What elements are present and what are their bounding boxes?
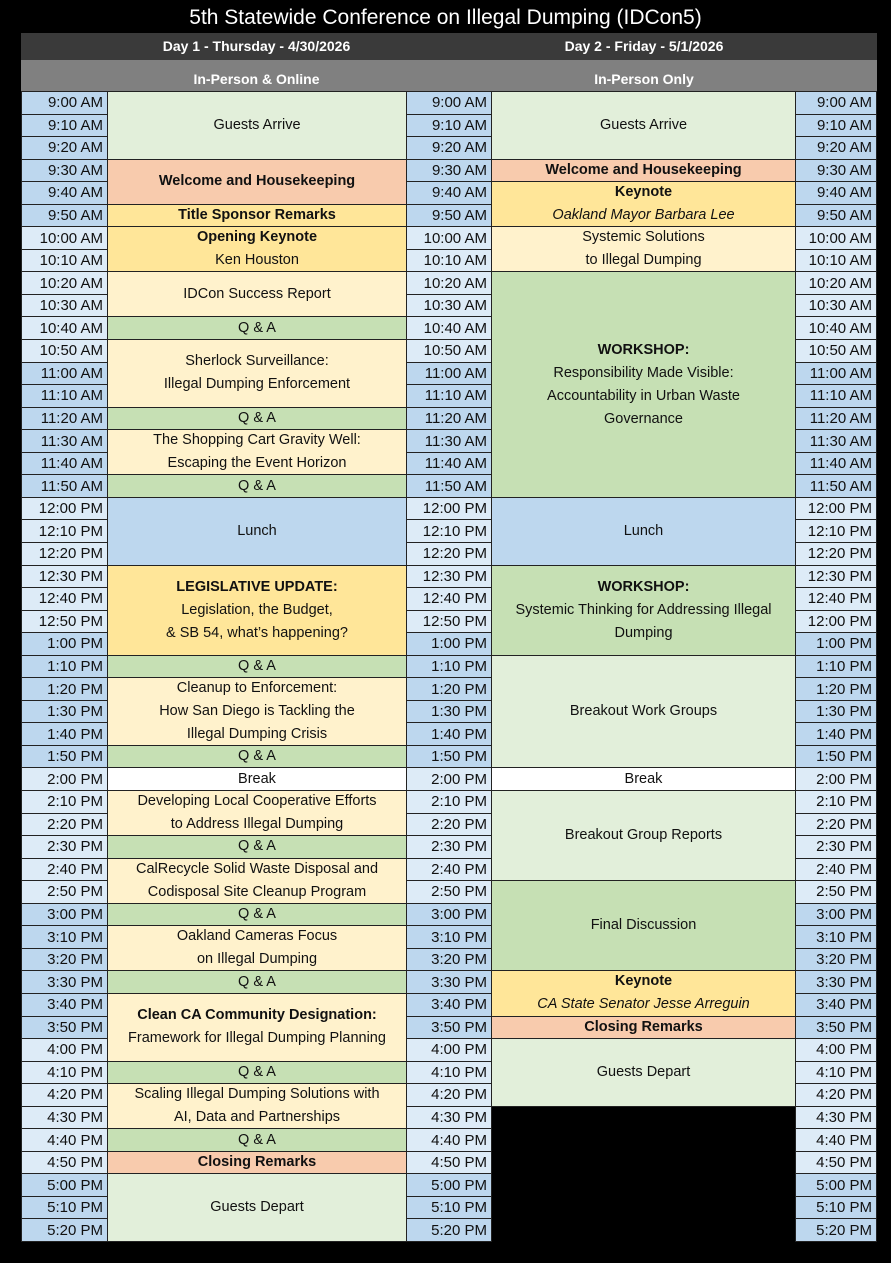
session-text: Ken Houston [215, 252, 299, 269]
session-text: CalRecycle Solid Waste Disposal and [135, 860, 379, 877]
session-text: Developing Local Cooperative Efforts [137, 793, 377, 810]
session-text: Responsibility Made Visible: [553, 364, 734, 381]
time-slot: 4:00 PM [795, 1038, 877, 1062]
day2-session [491, 91, 796, 160]
time-slot: 4:10 PM [21, 1061, 108, 1085]
day1-session [107, 1061, 407, 1085]
time-slot: 3:20 PM [21, 948, 108, 972]
time-slot: 3:30 PM [795, 970, 877, 994]
time-slot: 5:00 PM [795, 1173, 877, 1197]
time-slot: 11:30 AM [795, 429, 877, 453]
session-text: Framework for Illegal Dumping Planning [128, 1030, 386, 1047]
session-text: Keynote [614, 184, 673, 201]
session-text: Guests Arrive [213, 116, 301, 133]
session-text: Final Discussion [590, 917, 697, 934]
time-slot: 10:50 AM [406, 339, 492, 363]
time-slot: 4:50 PM [406, 1151, 492, 1175]
session-text: WORKSHOP: [597, 341, 690, 358]
time-slot: 10:50 AM [795, 339, 877, 363]
time-slot: 9:10 AM [21, 114, 108, 138]
day1-session [107, 497, 407, 566]
time-slot: 3:40 PM [795, 993, 877, 1017]
time-slot: 4:00 PM [21, 1038, 108, 1062]
time-slot: 3:50 PM [406, 1016, 492, 1040]
time-slot: 1:30 PM [21, 700, 108, 724]
time-slot: 11:30 AM [406, 429, 492, 453]
time-slot: 3:30 PM [406, 970, 492, 994]
time-slot: 1:40 PM [406, 722, 492, 746]
time-slot: 4:20 PM [795, 1083, 877, 1107]
day1-session [107, 271, 407, 317]
day1-session [107, 316, 407, 340]
time-slot: 12:40 PM [406, 587, 492, 611]
day2-session [491, 655, 796, 769]
time-slot: 4:50 PM [795, 1151, 877, 1175]
time-slot: 12:30 PM [406, 565, 492, 589]
time-slot: 9:10 AM [795, 114, 877, 138]
session-text: Q & A [238, 973, 276, 990]
time-slot: 2:50 PM [21, 880, 108, 904]
time-slot: 12:50 PM [21, 610, 108, 634]
time-slot: 12:20 PM [21, 542, 108, 566]
session-text: Guests Depart [596, 1063, 691, 1080]
day1-session [107, 970, 407, 994]
day2-session [491, 880, 796, 971]
schedule-grid [21, 91, 877, 1241]
time-slot: 3:40 PM [21, 993, 108, 1017]
time-slot: 5:20 PM [406, 1218, 492, 1242]
time-slot: 1:50 PM [795, 745, 877, 769]
time-slot: 2:40 PM [21, 858, 108, 882]
time-slot: 9:30 AM [21, 159, 108, 183]
time-slot: 2:10 PM [21, 790, 108, 814]
time-slot: 1:20 PM [406, 677, 492, 701]
time-slot: 1:30 PM [406, 700, 492, 724]
day1-session [107, 1128, 407, 1152]
session-text: Welcome and Housekeeping [545, 161, 742, 178]
time-slot: 4:40 PM [795, 1128, 877, 1152]
time-slot: 10:40 AM [795, 316, 877, 340]
day1-header: Day 1 - Thursday - 4/30/2026 [162, 38, 351, 54]
day2-session [491, 767, 796, 791]
time-slot: 1:10 PM [406, 655, 492, 679]
time-slot: 10:40 AM [21, 316, 108, 340]
day2-session [491, 1038, 796, 1107]
session-text: AI, Data and Partnerships [173, 1109, 341, 1126]
session-text: The Shopping Cart Gravity Well: [153, 432, 361, 449]
day1-session [107, 565, 407, 656]
time-slot: 5:10 PM [21, 1196, 108, 1220]
session-text: Guests Depart [210, 1199, 304, 1216]
time-slot: 2:30 PM [406, 835, 492, 859]
time-slot: 2:20 PM [406, 813, 492, 837]
time-slot: 10:40 AM [406, 316, 492, 340]
time-slot: 12:10 PM [406, 519, 492, 543]
time-slot: 3:30 PM [21, 970, 108, 994]
time-slot: 9:00 AM [795, 91, 877, 115]
session-text: Illegal Dumping Enforcement [163, 376, 351, 393]
session-text: Q & A [238, 748, 276, 765]
time-slot: 1:00 PM [795, 632, 877, 656]
time-slot: 2:10 PM [795, 790, 877, 814]
session-text: to Illegal Dumping [585, 252, 702, 269]
time-slot: 3:20 PM [795, 948, 877, 972]
time-slot: 3:00 PM [795, 903, 877, 927]
time-slot: 10:00 AM [21, 226, 108, 250]
session-text: Break [624, 770, 663, 787]
day1-session [107, 745, 407, 769]
session-text: Opening Keynote [196, 229, 318, 246]
time-slot: 11:50 AM [795, 474, 877, 498]
time-slot: 12:40 PM [21, 587, 108, 611]
time-slot: 11:20 AM [21, 407, 108, 431]
session-text: Cleanup to Enforcement: [176, 680, 338, 697]
session-text: Breakout Work Groups [569, 703, 718, 720]
time-slot: 2:00 PM [406, 767, 492, 791]
day1-session [107, 429, 407, 475]
page-title: 5th Statewide Conference on Illegal Dumping (IDCon5) [189, 6, 702, 29]
time-slot: 11:00 AM [21, 362, 108, 386]
day1-session [107, 226, 407, 272]
time-slot: 12:00 PM [21, 497, 108, 521]
time-slot: 2:00 PM [21, 767, 108, 791]
time-slot: 1:00 PM [406, 632, 492, 656]
time-slot: 12:00 PM [406, 497, 492, 521]
time-slot: 2:50 PM [795, 880, 877, 904]
session-text: on Illegal Dumping [196, 951, 318, 968]
time-slot: 9:40 AM [406, 181, 492, 205]
time-slot: 5:20 PM [795, 1218, 877, 1242]
time-slot: 9:20 AM [21, 136, 108, 160]
time-slot: 10:20 AM [21, 271, 108, 295]
time-slot: 3:10 PM [406, 925, 492, 949]
time-slot: 9:50 AM [406, 204, 492, 228]
day2-session [491, 226, 796, 272]
time-slot: 9:00 AM [406, 91, 492, 115]
time-slot: 3:50 PM [795, 1016, 877, 1040]
day2-session [491, 790, 796, 881]
time-slot: 5:10 PM [795, 1196, 877, 1220]
day1-session [107, 474, 407, 498]
mode-header-row [21, 60, 877, 91]
session-text: Q & A [238, 477, 276, 494]
time-slot: 3:40 PM [406, 993, 492, 1017]
session-text: Closing Remarks [584, 1018, 703, 1035]
session-text: Q & A [238, 658, 276, 674]
time-slot: 1:50 PM [406, 745, 492, 769]
time-slot: 1:00 PM [21, 632, 108, 656]
day1-session [107, 1151, 407, 1175]
time-slot: 4:20 PM [21, 1083, 108, 1107]
day1-session [107, 159, 407, 205]
time-slot: 2:30 PM [795, 835, 877, 859]
time-slot: 11:40 AM [406, 452, 492, 476]
day1-session [107, 993, 407, 1062]
session-text: Closing Remarks [197, 1154, 317, 1171]
time-slot: 2:10 PM [406, 790, 492, 814]
session-text: Governance [604, 410, 683, 427]
session-text: Lunch [237, 522, 277, 539]
session-text: Q & A [238, 906, 276, 923]
time-slot: 5:20 PM [21, 1218, 108, 1242]
time-slot: 5:00 PM [21, 1173, 108, 1197]
time-slot: 2:30 PM [21, 835, 108, 859]
day2-mode: In-Person Only [594, 71, 694, 87]
time-slot: 12:30 PM [21, 565, 108, 589]
time-slot: 4:30 PM [21, 1106, 108, 1130]
time-slot: 4:10 PM [406, 1061, 492, 1085]
session-text: Title Sponsor Remarks [178, 207, 336, 224]
time-slot: 12:40 PM [795, 587, 877, 611]
session-text: Oakland Mayor Barbara Lee [552, 207, 735, 224]
time-slot: 12:20 PM [795, 542, 877, 566]
session-text: Sherlock Surveillance: [185, 353, 329, 370]
session-text: Dumping [614, 624, 673, 641]
time-slot: 12:00 PM [795, 497, 877, 521]
time-slot: 2:20 PM [21, 813, 108, 837]
day2-session [491, 181, 796, 227]
day1-session [107, 835, 407, 859]
time-slot: 10:10 AM [795, 249, 877, 273]
time-slot: 10:10 AM [21, 249, 108, 273]
time-slot: 3:50 PM [21, 1016, 108, 1040]
time-slot: 1:10 PM [21, 655, 108, 679]
time-slot: 11:20 AM [406, 407, 492, 431]
time-slot: 10:20 AM [406, 271, 492, 295]
session-text: Systemic Thinking for Addressing Illegal [515, 601, 772, 618]
day1-session [107, 903, 407, 927]
day2-session [491, 271, 796, 497]
time-slot: 10:00 AM [795, 226, 877, 250]
time-slot: 1:40 PM [21, 722, 108, 746]
time-slot: 12:10 PM [21, 519, 108, 543]
time-slot: 4:30 PM [406, 1106, 492, 1130]
session-text: Escaping the Event Horizon [167, 455, 347, 472]
day2-session [491, 159, 796, 183]
session-text: Q & A [238, 1131, 276, 1148]
day1-session [107, 1083, 407, 1129]
session-text: CA State Senator Jesse Arreguin [537, 996, 750, 1013]
time-slot: 9:40 AM [795, 181, 877, 205]
time-slot: 9:30 AM [795, 159, 877, 183]
time-slot: 10:30 AM [21, 294, 108, 318]
time-slot: 1:20 PM [795, 677, 877, 701]
time-slot: 2:40 PM [795, 858, 877, 882]
time-slot: 4:00 PM [406, 1038, 492, 1062]
day1-session [107, 790, 407, 836]
time-slot: 5:10 PM [406, 1196, 492, 1220]
day2-session [491, 565, 796, 656]
time-slot: 9:50 AM [795, 204, 877, 228]
day1-session [107, 858, 407, 904]
time-slot: 1:30 PM [795, 700, 877, 724]
time-slot: 4:30 PM [795, 1106, 877, 1130]
time-slot: 11:10 AM [795, 384, 877, 408]
session-text: WORKSHOP: [597, 578, 690, 595]
day1-session [107, 677, 407, 746]
time-slot: 1:40 PM [795, 722, 877, 746]
time-slot: 11:10 AM [406, 384, 492, 408]
time-slot: 10:10 AM [406, 249, 492, 273]
session-text: Codisposal Site Cleanup Program [147, 883, 367, 900]
day1-session [107, 339, 407, 408]
time-slot: 3:20 PM [406, 948, 492, 972]
session-text: Legislation, the Budget, [181, 601, 333, 618]
time-slot: 11:40 AM [795, 452, 877, 476]
time-slot: 1:10 PM [795, 655, 877, 679]
day1-session [107, 655, 407, 679]
time-slot: 9:20 AM [795, 136, 877, 160]
time-slot: 9:00 AM [21, 91, 108, 115]
session-text: to Address Illegal Dumping [170, 816, 344, 833]
time-slot: 4:20 PM [406, 1083, 492, 1107]
time-slot: 2:50 PM [406, 880, 492, 904]
session-text: Q & A [238, 838, 276, 855]
time-slot: 4:10 PM [795, 1061, 877, 1085]
time-slot: 11:00 AM [795, 362, 877, 386]
time-slot: 2:00 PM [795, 767, 877, 791]
session-text: Clean CA Community Designation: [137, 1007, 377, 1024]
time-slot: 10:30 AM [406, 294, 492, 318]
time-slot: 9:10 AM [406, 114, 492, 138]
time-slot: 11:50 AM [21, 474, 108, 498]
time-slot: 3:00 PM [406, 903, 492, 927]
time-slot: 11:50 AM [406, 474, 492, 498]
time-slot: 9:30 AM [406, 159, 492, 183]
time-slot: 10:50 AM [21, 339, 108, 363]
session-text: Lunch [623, 522, 664, 539]
day1-session [107, 407, 407, 431]
session-text: Q & A [238, 409, 276, 426]
time-slot: 10:00 AM [406, 226, 492, 250]
time-slot: 3:10 PM [795, 925, 877, 949]
time-slot: 4:40 PM [21, 1128, 108, 1152]
day1-session [107, 925, 407, 971]
time-slot: 9:50 AM [21, 204, 108, 228]
day-header-row [21, 33, 877, 60]
session-text: LEGISLATIVE UPDATE: [176, 578, 338, 595]
day1-session [107, 204, 407, 228]
time-slot: 12:20 PM [406, 542, 492, 566]
session-text: Systemic Solutions [582, 229, 705, 246]
day1-session [107, 1173, 407, 1242]
time-slot: 1:20 PM [21, 677, 108, 701]
time-slot: 2:20 PM [795, 813, 877, 837]
time-slot: 3:00 PM [21, 903, 108, 927]
day1-mode: In-Person & Online [193, 71, 320, 87]
session-text: Break [238, 770, 276, 787]
session-text: Oakland Cameras Focus [176, 928, 338, 945]
time-slot: 11:30 AM [21, 429, 108, 453]
time-slot: 9:20 AM [406, 136, 492, 160]
day2-header: Day 2 - Friday - 5/1/2026 [564, 38, 724, 54]
time-slot: 2:40 PM [406, 858, 492, 882]
time-slot: 11:00 AM [406, 362, 492, 386]
time-slot: 11:40 AM [21, 452, 108, 476]
day2-session [491, 497, 796, 566]
time-slot: 11:20 AM [795, 407, 877, 431]
session-text: Guests Arrive [599, 116, 688, 133]
day2-session [491, 1016, 796, 1040]
session-text: & SB 54, what’s happening? [166, 624, 348, 641]
time-slot: 4:40 PM [406, 1128, 492, 1152]
session-text: How San Diego is Tackling the [159, 703, 355, 720]
time-slot: 12:30 PM [795, 565, 877, 589]
time-slot: 12:50 PM [406, 610, 492, 634]
session-text: Keynote [614, 973, 673, 990]
day1-session [107, 767, 407, 791]
time-slot: 4:50 PM [21, 1151, 108, 1175]
session-text: Q & A [238, 1063, 276, 1080]
session-text: Welcome and Housekeeping [158, 173, 356, 190]
session-text: Breakout Group Reports [564, 827, 723, 844]
session-text: IDCon Success Report [183, 285, 331, 302]
time-slot: 10:20 AM [795, 271, 877, 295]
session-text: Illegal Dumping Crisis [186, 726, 328, 743]
session-text: Scaling Illegal Dumping Solutions with [134, 1086, 380, 1103]
time-slot: 1:50 PM [21, 745, 108, 769]
time-slot: 9:40 AM [21, 181, 108, 205]
day2-session [491, 970, 796, 1016]
time-slot: 12:10 PM [795, 519, 877, 543]
time-slot: 12:00 PM [795, 610, 877, 634]
session-text: Q & A [238, 319, 276, 336]
time-slot: 5:00 PM [406, 1173, 492, 1197]
time-slot: 11:10 AM [21, 384, 108, 408]
day1-session [107, 91, 407, 160]
time-slot: 10:30 AM [795, 294, 877, 318]
session-text: Accountability in Urban Waste [547, 387, 740, 404]
time-slot: 3:10 PM [21, 925, 108, 949]
